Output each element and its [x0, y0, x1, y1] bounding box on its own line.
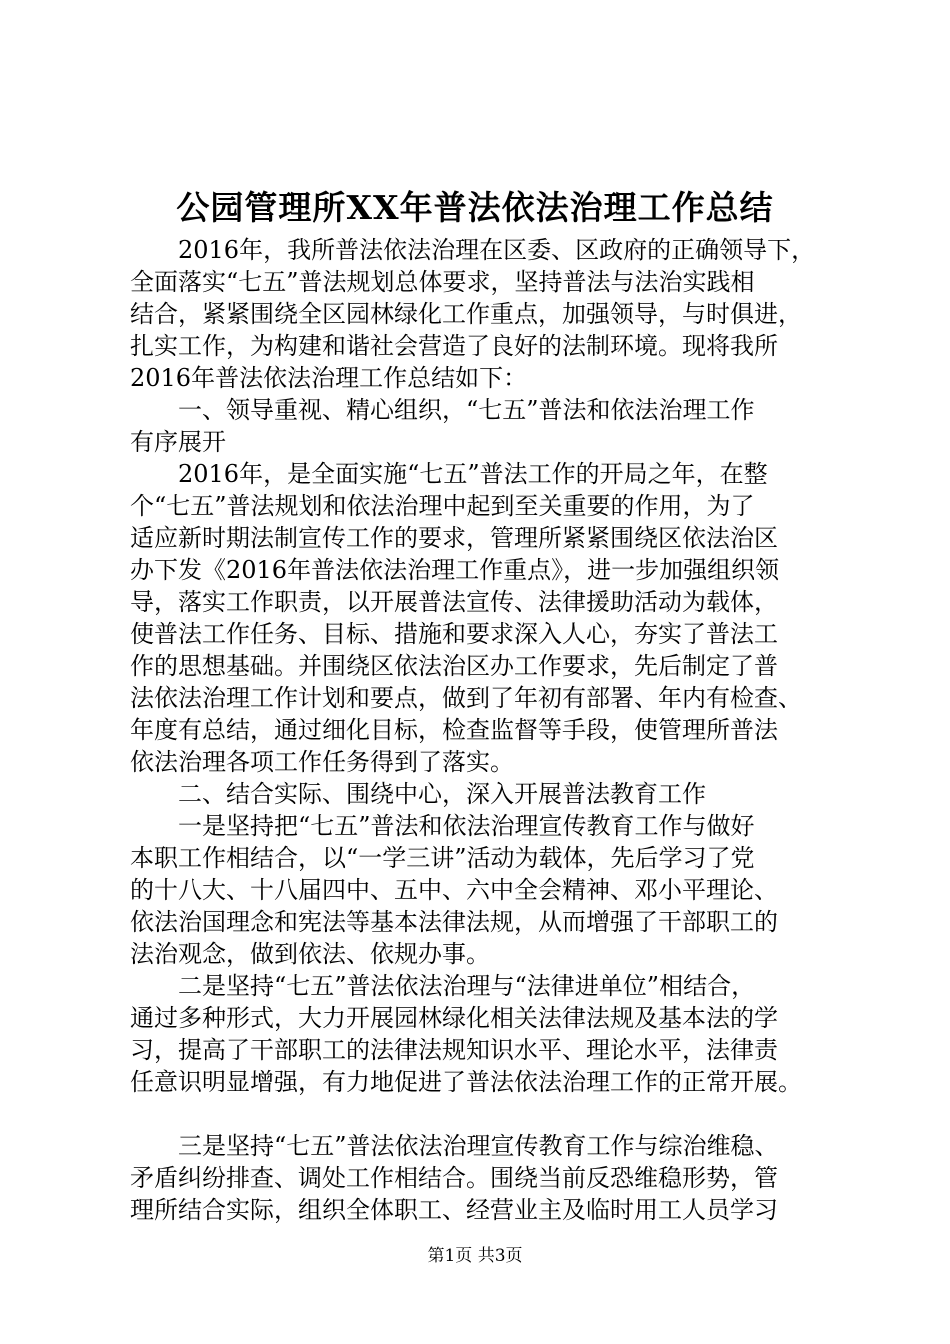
- text-line: 依法治理各项工作任务得到了落实。: [130, 748, 514, 776]
- text-line: 通过多种形式，大力开展园林绿化相关法律法规及基本法的学: [130, 1004, 778, 1032]
- text-line: 2016年普法依法治理工作总结如下：: [130, 364, 528, 392]
- text-line: 适应新时期法制宣传工作的要求，管理所紧紧围绕区依法治区: [130, 524, 778, 552]
- text-line: 2016年，是全面实施“七五”普法工作的开局之年，在整: [130, 460, 768, 488]
- text-line: 习，提高了干部职工的法律法规知识水平、理论水平，法律责: [130, 1036, 778, 1064]
- document-title: 公园管理所XX年普法依法治理工作总结: [176, 188, 774, 227]
- text-line: 年度有总结，通过细化目标，检查监督等手段，使管理所普法: [130, 716, 778, 744]
- text-line: 法依法治理工作计划和要点，做到了年初有部署、年内有检查、: [130, 684, 802, 712]
- page-footer: 第1页 共3页: [427, 1246, 523, 1266]
- text-line: 依法治国理念和宪法等基本法律法规，从而增强了干部职工的: [130, 908, 778, 936]
- text-line: 一是坚持把“七五”普法和依法治理宣传教育工作与做好: [130, 812, 755, 840]
- text-line: 作的思想基础。并围绕区依法治区办工作要求，先后制定了普: [130, 652, 778, 680]
- text-line: 2016年，我所普法依法治理在区委、区政府的正确领导下，: [130, 236, 816, 264]
- text-line: 理所结合实际，组织全体职工、经营业主及临时用工人员学习: [130, 1196, 778, 1224]
- text-line: 二、结合实际、围绕中心，深入开展普法教育工作: [130, 780, 706, 808]
- text-line: 有序展开: [130, 428, 226, 456]
- text-line: 的十八大、十八届四中、五中、六中全会精神、邓小平理论、: [130, 876, 778, 904]
- text-line: 任意识明显增强，有力地促进了普法依法治理工作的正常开展。: [130, 1068, 802, 1096]
- text-line: 办下发《2016年普法依法治理工作重点》，进一步加强组织领: [130, 556, 780, 584]
- text-line: 本职工作相结合，以“一学三讲”活动为载体，先后学习了党: [130, 844, 755, 872]
- text-line: 全面落实“七五”普法规划总体要求，坚持普法与法治实践相: [130, 268, 755, 296]
- text-line: 扎实工作，为构建和谐社会营造了良好的法制环境。现将我所: [130, 332, 778, 360]
- text-line: 二是坚持“七五”普法依法治理与“法律进单位”相结合，: [130, 972, 756, 1000]
- text-line: 三是坚持“七五”普法依法治理宣传教育工作与综治维稳、: [130, 1132, 779, 1160]
- text-line: 法治观念，做到依法、依规办事。: [130, 940, 490, 968]
- blank-line: [130, 1098, 830, 1130]
- text-line: 使普法工作任务、目标、措施和要求深入人心，夯实了普法工: [130, 620, 778, 648]
- text-line: 个“七五”普法规划和依法治理中起到至关重要的作用，为了: [130, 492, 755, 520]
- text-line: 导，落实工作职责，以开展普法宣传、法律援助活动为载体，: [130, 588, 778, 616]
- text-line: 一、领导重视、精心组织，“七五”普法和依法治理工作: [130, 396, 755, 424]
- text-line: 结合，紧紧围绕全区园林绿化工作重点，加强领导，与时俱进，: [130, 300, 802, 328]
- text-line: 矛盾纠纷排查、调处工作相结合。围绕当前反恐维稳形势，管: [130, 1164, 778, 1192]
- document-body: [130, 234, 830, 1226]
